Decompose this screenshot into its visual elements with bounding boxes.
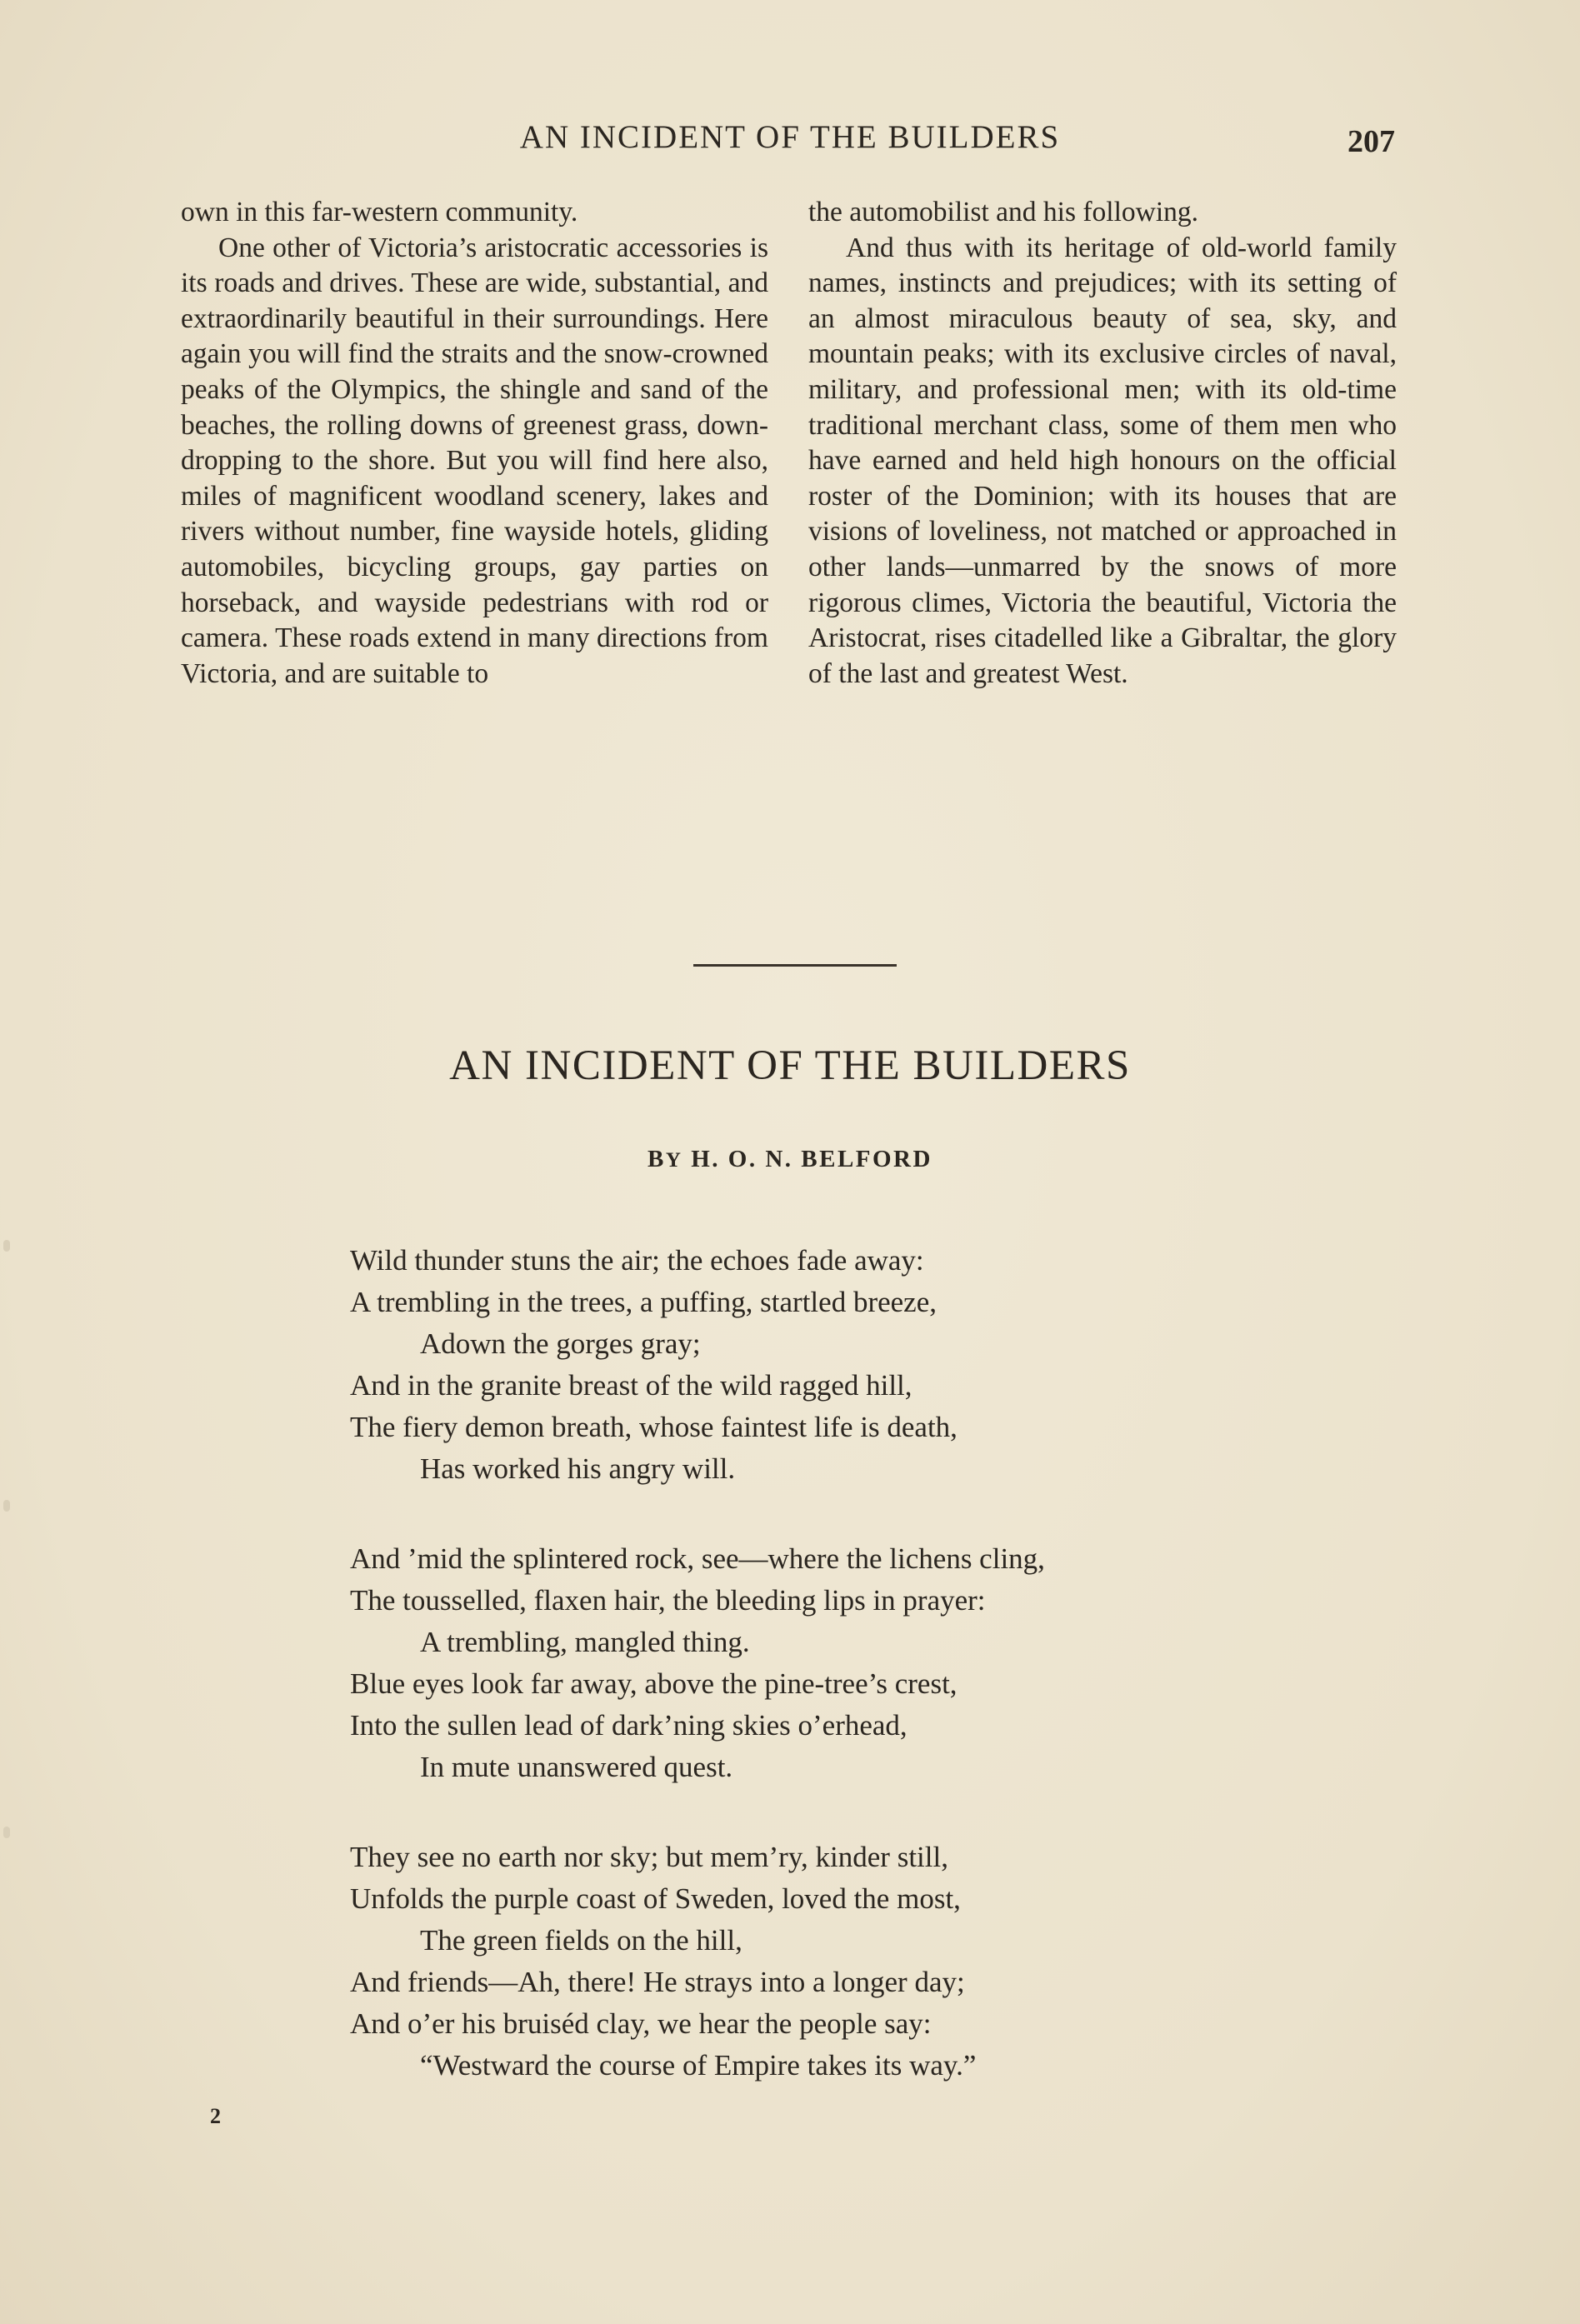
byline-prefix-initial: B	[648, 1146, 666, 1172]
stanza	[350, 1240, 1333, 1490]
running-head: AN INCIDENT OF THE BUILDERS	[519, 119, 1061, 155]
paragraph: the automobilist and his following.	[808, 197, 1199, 227]
stanza	[350, 1538, 1333, 1788]
poem-line: The tousselled, flaxen hair, the bleeding lips in prayer:	[350, 1584, 986, 1617]
poem-line: A trembling in the trees, a puffing, startled breeze,	[350, 1286, 937, 1318]
poem-line: Blue eyes look far away, above the pine-tree’s crest,	[350, 1667, 958, 1700]
signature-mark: 2	[210, 2104, 221, 2128]
poem-line: Wild thunder stuns the air; the echoes fade away:	[350, 1244, 924, 1277]
paragraph: And thus with its heritage of old-world family names, instincts and prejudices; with its setting of an almost miraculous beauty of sea, sky, and mountain peaks; with its exclusive circles of naval, military, and professional men; with its old-time traditional merchant class, some of them men who have earned and held high honours on the official roster of the Dominion; with its houses that are visions of loveliness, not matched or approached in other lands—unmarred by the snows of more rigorous climes, Victoria the beautiful, Victoria the Aristocrat, rises citadelled like a Gibraltar, the glory of the last and greatest West.	[808, 232, 1397, 689]
right-column	[808, 195, 1397, 692]
poem-line: “Westward the course of Empire takes its way.”	[420, 2049, 977, 2082]
poem-line: Adown the gorges gray;	[420, 1327, 701, 1360]
stanza	[350, 1837, 1333, 2087]
poem-line: In mute unanswered quest.	[420, 1751, 733, 1783]
poem-line: And in the granite breast of the wild ragged hill,	[350, 1369, 912, 1402]
byline-author: H. O. N. BELFORD	[691, 1146, 932, 1172]
poem-line: And friends—Ah, there! He strays into a longer day;	[350, 1966, 965, 1998]
poem-line: Into the sullen lead of dark’ning skies o’erhead,	[350, 1709, 908, 1742]
poem-line: And o’er his bruiséd clay, we hear the people say:	[350, 2007, 932, 2040]
poem-line: The fiery demon breath, whose faintest life is death,	[350, 1411, 958, 1443]
margin-mark	[3, 1827, 10, 1838]
section-divider	[693, 964, 897, 967]
page-number: 207	[1348, 124, 1395, 159]
byline	[0, 1146, 1580, 1173]
margin-mark	[3, 1240, 10, 1252]
poem-title: AN INCIDENT OF THE BUILDERS	[449, 1042, 1131, 1089]
poem-line: Unfolds the purple coast of Sweden, loved the most,	[350, 1882, 961, 1915]
poem-line: The green fields on the hill,	[420, 1924, 742, 1957]
byline-prefix-rest: Y	[665, 1149, 683, 1172]
left-column	[181, 195, 768, 692]
margin-mark	[3, 1500, 10, 1512]
poem-line: They see no earth nor sky; but mem’ry, kinder still,	[350, 1841, 948, 1873]
paragraph: own in this far-western community.	[181, 197, 578, 227]
paragraph: One other of Victoria’s aristocratic accessories is its roads and drives. These are wide, substantial, and extraordinarily beautiful in their surroundings. Here again you will find the straits and the snow-crowned peaks of the Olympics, the shingle and sand of the beaches, the rolling downs of greenest grass, down-dropping to the shore. But you will find here also, miles of magnificent woodland scenery, lakes and rivers without number, fine wayside hotels, gliding automobiles, bicycling groups, gay parties on horseback, and wayside pedestrians with rod or camera. These roads extend in many directions from Victoria, and are suitable to	[181, 232, 768, 689]
poem	[350, 1240, 1333, 2135]
poem-line: A trembling, mangled thing.	[420, 1626, 750, 1658]
poem-line: Has worked his angry will.	[420, 1452, 736, 1485]
poem-line: And ’mid the splintered rock, see—where the lichens cling,	[350, 1542, 1045, 1575]
